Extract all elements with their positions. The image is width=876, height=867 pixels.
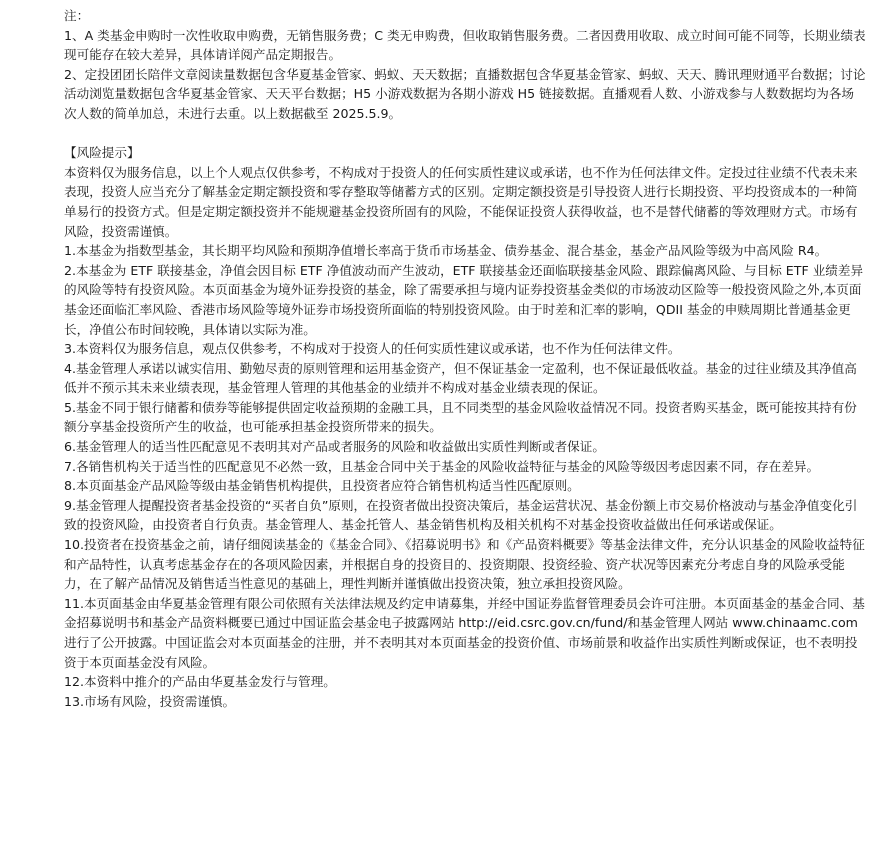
risk-item-5: 5.基金不同于银行储蓄和债券等能够提供固定收益预期的金融工具，且不同类型的基金风险收益情况不同。投资者购买基金，既可能按其持有份额分享基金投资所产生的收益，也可能承担基金投资所带来的损失。 (64, 399, 857, 435)
note-item-data-sources: 2、定投团团长陪伴文章阅读量数据包含华夏基金管家、蚂蚁、天天数据；直播数据包含华夏基金管家、蚂蚁、天天、腾讯理财通平台数据；讨论活动浏览量数据包含华夏基金管家、天天平台数据；H5 小游戏数据为各期小游戏 H5 链接数据。直播观看人数、小游戏参与人数数据均为各场次人数的简单加总，未进行去重。以上数据截至 2025.5.9。 (64, 66, 866, 121)
risk-item-9: 9.基金管理人提醒投资者基金投资的“买者自负”原则，在投资者做出投资决策后，基金运营状况、基金份额上市交易价格波动与基金净值变化引致的投资风险，由投资者自行负责。基金管理人、基金托管人、基金销售机构及相关机构不对基金投资收益做出任何承诺或保证。 (64, 497, 858, 533)
risk-item-10: 10.投资者在投资基金之前，请仔细阅读基金的《基金合同》、《招募说明书》和《产品资料概要》等基金法律文件，充分认识基金的风险收益特征和产品特性，认真考虑基金存在的各项风险因素，并根据自身的投资目的、投资期限、投资经验、资产状况等因素充分考虑自身的风险承受能力，在了解产品情况及销售适当性意见的基础上，理性判断并谨慎做出投资决策，独立承担投资风险。 (64, 537, 865, 592)
risk-item-1: 1.本基金为指数型基金，其长期平均风险和预期净值增长率高于货币市场基金、债券基金、混合基金，基金产品风险等级为中高风险 R4。 (64, 243, 828, 259)
risk-item-13: 13.市场有风险，投资需谨慎。 (64, 693, 236, 709)
risk-heading: 【风险提示】 (64, 145, 140, 161)
risk-item-12: 12.本资料中推介的产品由华夏基金发行与管理。 (64, 674, 336, 690)
note-item-fee-classes: 1、A 类基金申购时一次性收取申购费，无销售服务费；C 类无申购费，但收取销售服务费。二者因费用收取、成立时间可能不同等，长期业绩表现可能存在较大差异，具体请详阅产品定期报告。 (64, 27, 866, 63)
risk-item-6: 6.基金管理人的适当性匹配意见不表明其对产品或者服务的风险和收益做出实质性判断或者保证。 (64, 439, 605, 455)
risk-item-7: 7.各销售机构关于适当性的匹配意见不必然一致，且基金合同中关于基金的风险收益特征与基金的风险等级因考虑因素不同，存在差异。 (64, 458, 820, 474)
risk-item-11: 11.本页面基金由华夏基金管理有限公司依照有关法律法规及约定申请募集，并经中国证券监督管理委员会许可注册。本页面基金的基金合同、基金招募说明书和基金产品资料概要已通过中国证监会基金电子披露网站 http://eid.csrc.gov.cn/fund/和基金管理人网站 www.chinaamc.com 进行了公开披露。中国证监会对本页面基金的注册，并不表明其对本页面基金的投资价值、市场前景和收益作出实质性判断或保证，也不表明投资于本页面基金没有风险。 (64, 595, 865, 670)
risk-item-8: 8.本页面基金产品风险等级由基金销售机构提供，且投资者应符合销售机构适当性匹配原则。 (64, 478, 580, 494)
section-spacer (64, 124, 866, 144)
risk-item-2: 2.本基金为 ETF 联接基金，净值会因目标 ETF 净值波动而产生波动，ETF 联接基金还面临联接基金风险、跟踪偏离风险、与目标 ETF 业绩差异的风险等特有投资风险。本页面基金为境外证券投资的基金，除了需要承担与境内证券投资基金类似的市场波动区险等一般投资风险之外,本页面基金还面临汇率风险、香港市场风险等境外证券市场投资所面临的特别投资风险。由于时差和汇率的影响，QDII 基金的申赎周期比普通基金更长，净值公布时间较晚，具体请以实际为准。 (64, 262, 864, 337)
risk-intro: 本资料仅为服务信息，以上个人观点仅供参考，不构成对于投资人的任何实质性建议或承诺，也不作为任何法律文件。定投过往业绩不代表未来表现，投资人应当充分了解基金定期定额投资和零存整取等储蓄方式的区别。定期定额投资是引导投资人进行长期投资、平均投资成本的一种简单易行的投资方式。但是定期定额投资并不能规避基金投资所固有的风险，不能保证投资人获得收益，也不是替代储蓄的等效理财方式。市场有风险，投资需谨慎。 (64, 164, 858, 239)
risk-item-3: 3.本资料仅为服务信息，观点仅供参考，不构成对于投资人的任何实质性建议或承诺，也不作为任何法律文件。 (64, 341, 681, 357)
risk-item-4: 4.基金管理人承诺以诚实信用、勤勉尽责的原则管理和运用基金资产，但不保证基金一定盈利，也不保证最低收益。基金的过往业绩及其净值高低并不预示其未来业绩表现，基金管理人管理的其他基金的业绩并不构成对基金业绩表现的保证。 (64, 360, 857, 396)
notes-heading: 注： (64, 8, 90, 23)
